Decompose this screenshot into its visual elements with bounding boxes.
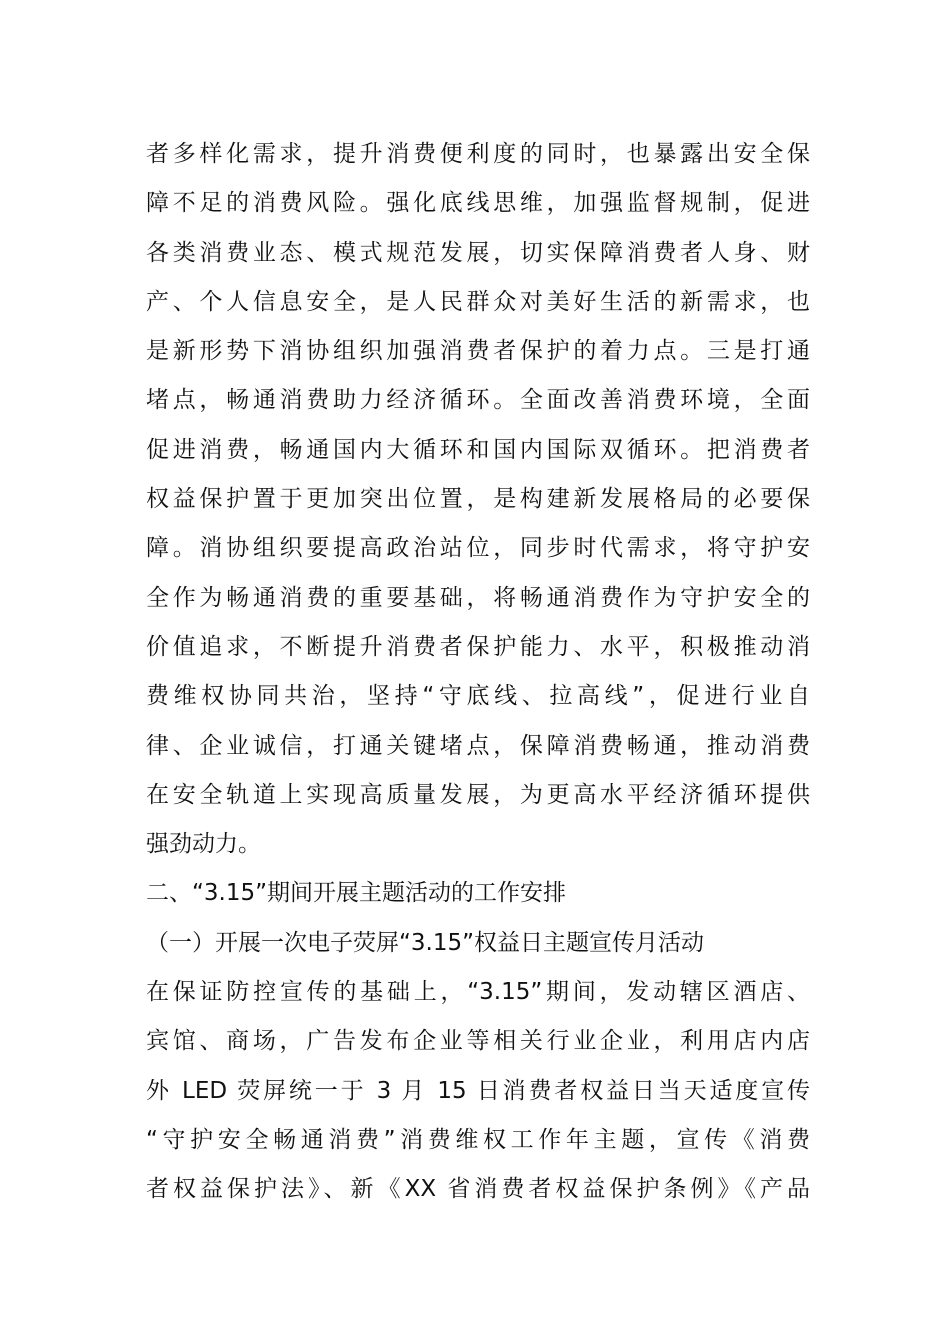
- body-line: 费维权协同共治，坚持“守底线、拉高线”，促进行业自: [146, 683, 810, 710]
- body-line: 价值追求，不断提升消费者保护能力、水平，积极推动消: [146, 633, 810, 660]
- body-line: 全作为畅通消费的重要基础，将畅通消费作为守护安全的: [146, 584, 810, 611]
- body-line: 是新形势下消协组织加强消费者保护的着力点。三是打通: [146, 338, 810, 365]
- subsection-heading: （一）开展一次电子荧屏“3.15”权益日主题宣传月活动: [146, 929, 705, 956]
- body-line: 产、个人信息安全，是人民群众对美好生活的新需求，也: [146, 288, 810, 315]
- body-line: 堵点，畅通消费助力经济循环。全面改善消费环境，全面: [146, 387, 810, 414]
- document-body: [146, 130, 810, 1215]
- body-line: 在安全轨道上实现高质量发展，为更高水平经济循环提供: [146, 781, 810, 808]
- body-line-last: 强劲动力。: [146, 831, 261, 858]
- body-line: 障。消协组织要提高政治站位，同步时代需求，将守护安: [146, 535, 810, 562]
- section-heading: 二、“3.15”期间开展主题活动的工作安排: [146, 880, 567, 907]
- body-line: 权益保护置于更加突出位置，是构建新发展格局的必要保: [146, 486, 810, 513]
- body-line: 律、企业诚信，打通关键堵点，保障消费畅通，推动消费: [146, 732, 810, 759]
- body-line: 外 LED 荧屏统一于 3 月 15 日消费者权益日当天适度宣传: [146, 1077, 810, 1104]
- body-line: 宾馆、商场，广告发布企业等相关行业企业，利用店内店: [146, 1028, 810, 1055]
- body-line: 促进消费，畅通国内大循环和国内国际双循环。把消费者: [146, 436, 810, 463]
- body-line: 障不足的消费风险。强化底线思维，加强监督规制，促进: [146, 190, 810, 217]
- body-line: “守护安全畅通消费”消费维权工作年主题，宣传《消费: [146, 1126, 810, 1153]
- body-line: 者权益保护法》、新《XX 省消费者权益保护条例》《产品: [146, 1176, 810, 1203]
- body-line: 在保证防控宣传的基础上，“3.15”期间，发动辖区酒店、: [146, 979, 810, 1006]
- body-line: 各类消费业态、模式规范发展，切实保障消费者人身、财: [146, 239, 810, 266]
- body-line: 者多样化需求，提升消费便利度的同时，也暴露出安全保: [146, 141, 810, 167]
